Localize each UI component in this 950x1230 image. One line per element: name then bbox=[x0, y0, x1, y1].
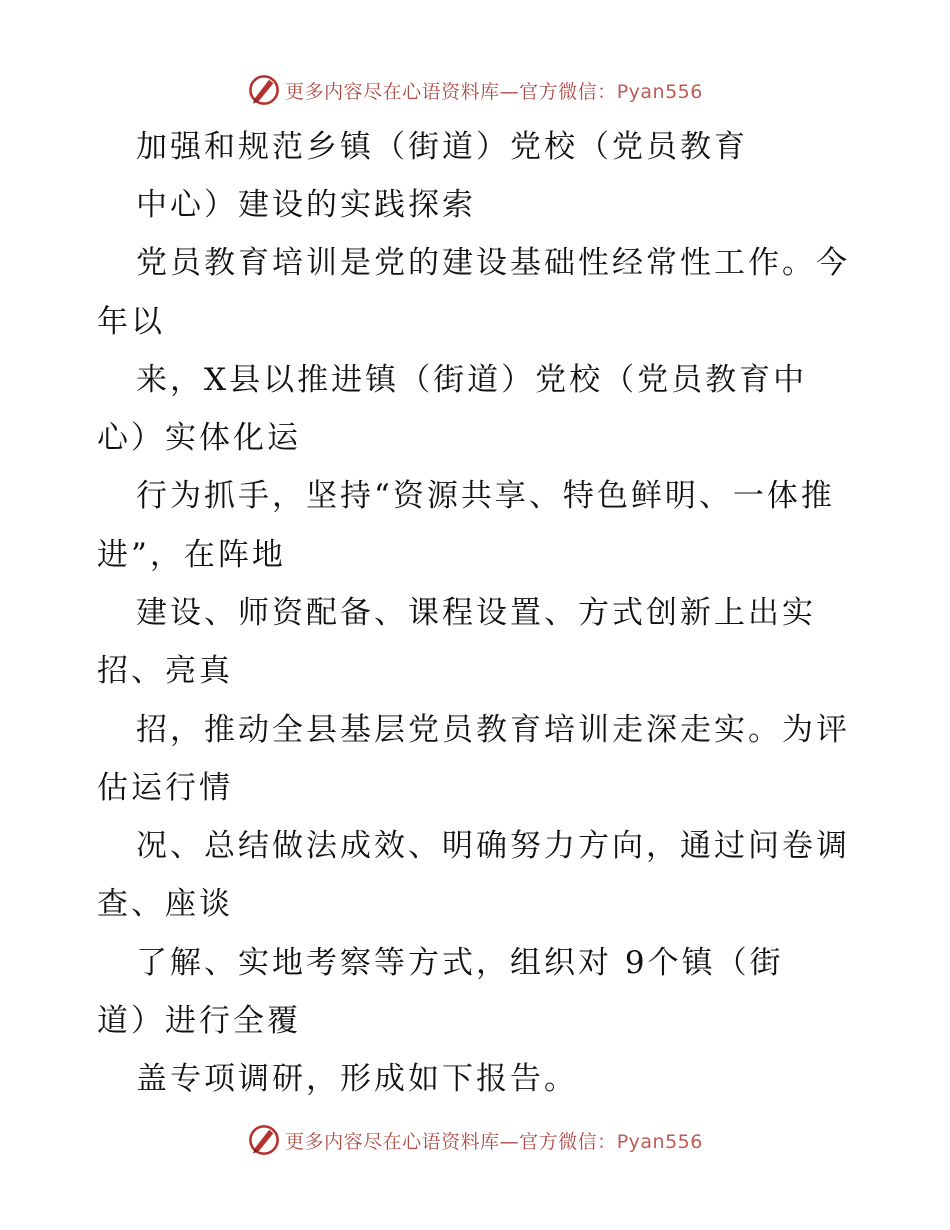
text-line: 年以 bbox=[97, 304, 165, 340]
text-line: 招，推动全县基层党员教育培训走深走实。为评 bbox=[136, 712, 850, 748]
banner-wechat-label: 官方微信： bbox=[519, 1130, 617, 1153]
banner-text bbox=[285, 77, 703, 104]
text-line: 来，X县以推进镇（街道）党校（党员教育中 bbox=[136, 362, 808, 398]
banner-main-text: 更多内容尽在心语资料库 bbox=[285, 1130, 500, 1153]
banner-text bbox=[285, 1127, 703, 1154]
text-line: 查、座谈 bbox=[97, 886, 233, 922]
text-line: 况、总结做法成效、明确努力方向，通过问卷调 bbox=[136, 828, 850, 864]
text-line: 盖专项调研，形成如下报告。 bbox=[136, 1061, 578, 1097]
text-line: 进”，在阵地 bbox=[97, 537, 286, 573]
banner-separator: — bbox=[499, 1130, 520, 1153]
pen-circle-logo-icon bbox=[247, 1123, 281, 1157]
banner-wechat-id: Pyan556 bbox=[616, 80, 703, 103]
text-line: 党员教育培训是党的建设基础性经常性工作。今 bbox=[136, 245, 850, 281]
text-line: 招、亮真 bbox=[97, 653, 233, 689]
text-line: 建设、师资配备、课程设置、方式创新上出实 bbox=[136, 595, 816, 631]
title-line-2: 中心）建设的实践探索 bbox=[136, 187, 476, 223]
banner-wechat-label: 官方微信： bbox=[519, 80, 617, 103]
banner-wechat-id: Pyan556 bbox=[616, 1130, 703, 1153]
title-line-1: 加强和规范乡镇（街道）党校（党员教育 bbox=[136, 129, 748, 165]
text-line: 了解、实地考察等方式，组织对 9个镇（街 bbox=[136, 945, 784, 981]
banner-separator: — bbox=[499, 80, 520, 103]
text-line: 估运行情 bbox=[97, 770, 233, 806]
text-line: 行为抓手，坚持“资源共享、特色鲜明、一体推 bbox=[136, 478, 835, 514]
footer-banner bbox=[0, 1120, 950, 1160]
text-line: 道）进行全覆 bbox=[97, 1003, 301, 1039]
text-line: 心）实体化运 bbox=[97, 420, 301, 456]
pen-circle-logo-icon bbox=[247, 73, 281, 107]
header-banner bbox=[0, 70, 950, 110]
banner-main-text: 更多内容尽在心语资料库 bbox=[285, 80, 500, 103]
